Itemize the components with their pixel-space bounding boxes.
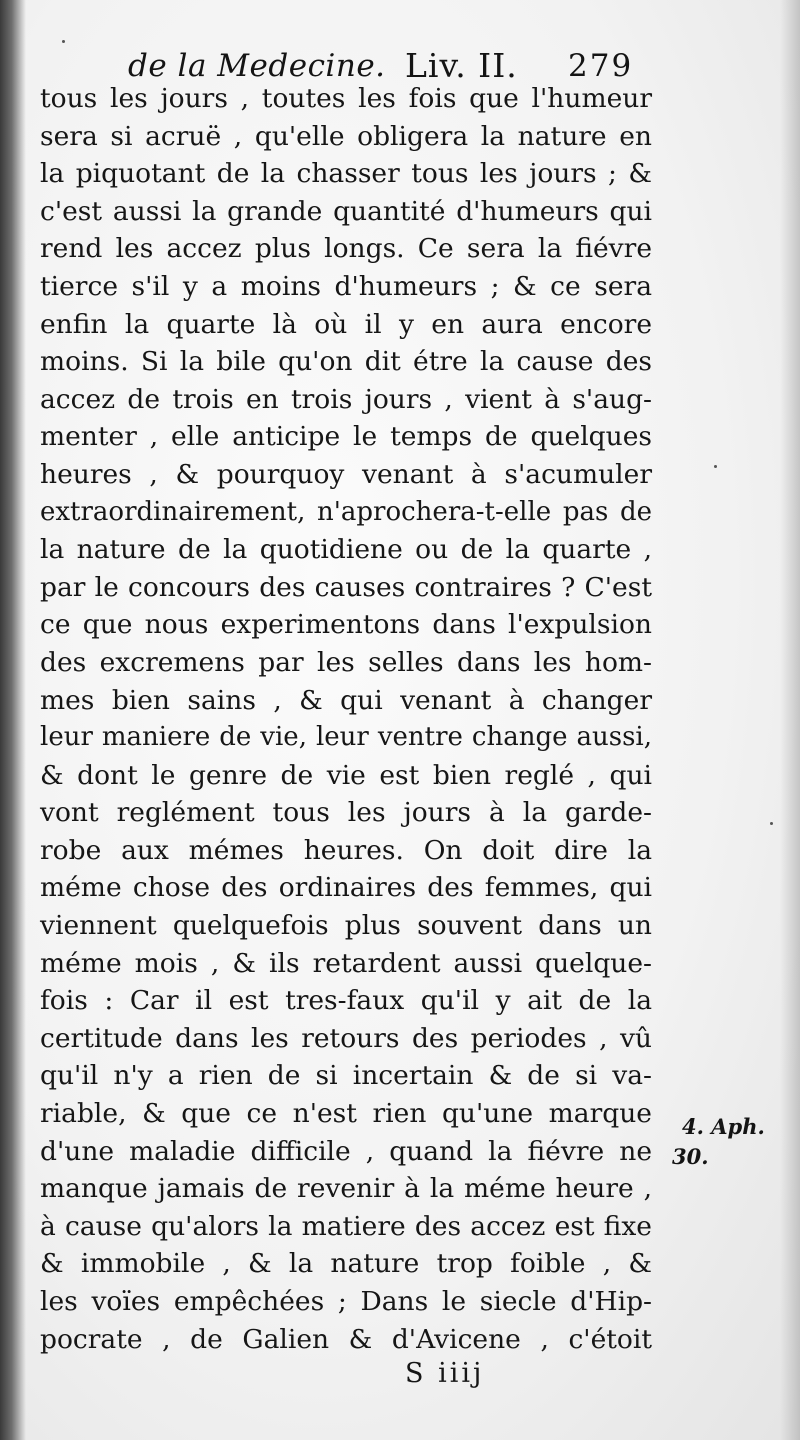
text-line: accez de trois en trois jours , vient à s'aug- — [40, 383, 652, 415]
text-line: & immobile , & la nature trop foible , & — [40, 1248, 652, 1280]
text-line: sera si acruë , qu'elle obligera la nature en — [40, 120, 652, 152]
margin-note-number: 30. — [672, 1144, 709, 1169]
text-line: tous les jours , toutes les fois que l'humeur — [40, 83, 652, 114]
text-line: enfin la quarte là où il y en aura encore — [40, 308, 652, 340]
text-line: méme mois , & ils retardent aussi quelque- — [40, 947, 652, 979]
text-line: à cause qu'alors la matiere des accez est fixe — [40, 1210, 652, 1242]
text-line: leur maniere de vie, leur ventre change aussi, — [40, 722, 652, 753]
text-line: la nature de la quotidiene ou de la quarte , — [40, 534, 652, 566]
ink-speck — [770, 822, 773, 825]
text-line: heures , & pourquoy venant à s'acumuler — [40, 458, 652, 490]
text-line: riable, & que ce n'est rien qu'une marque — [40, 1098, 652, 1130]
text-line: moins. Si la bile qu'on dit étre la cause des — [40, 346, 652, 378]
text-line: mes bien sains , & qui venant à changer — [40, 684, 652, 716]
running-head-title: de la Medecine. — [128, 48, 386, 84]
page-edge-shadow — [780, 0, 800, 1440]
text-line: ce que nous experimentons dans l'expulsion — [40, 609, 652, 641]
text-line: certitude dans les retours des periodes , vû — [40, 1022, 652, 1054]
running-head-book: Liv. II. — [405, 46, 518, 85]
text-line: robe aux mémes heures. On doit dire la — [40, 834, 652, 866]
text-line: menter , elle anticipe le temps de quelques — [40, 421, 652, 453]
margin-note — [672, 1112, 782, 1172]
text-line: vont reglément tous les jours à la garde- — [40, 797, 652, 829]
text-line: manque jamais de revenir à la méme heure , — [40, 1173, 652, 1205]
body-text — [40, 80, 652, 1358]
text-line: d'une maladie difficile , quand la fiévre ne — [40, 1135, 652, 1167]
text-line: rend les accez plus longs. Ce sera la fiévre — [40, 233, 652, 265]
ink-speck — [62, 40, 65, 43]
text-line: pocrate , de Galien & d'Avicene , c'étoit — [40, 1323, 652, 1355]
text-line: fois : Car il est tres-faux qu'il y ait de la — [40, 985, 652, 1017]
text-line: des excremens par les selles dans les hom- — [40, 646, 652, 678]
text-line: viennent quelquefois plus souvent dans un — [40, 910, 652, 942]
text-line: c'est aussi la grande quantité d'humeurs qui — [40, 195, 652, 227]
text-line: les voïes empêchées ; Dans le siecle d'Hip- — [40, 1286, 652, 1317]
text-line: extraordinairement, n'aprochera-t-elle pas de — [40, 496, 652, 527]
margin-note-reference: 4. Aph. — [682, 1114, 765, 1139]
text-line: & dont le genre de vie est bien reglé , qui — [40, 759, 652, 791]
signature-mark: S iiij — [405, 1358, 485, 1389]
ink-speck — [714, 465, 717, 468]
text-line: la piquotant de la chasser tous les jours ; & — [40, 158, 652, 190]
text-line: tierce s'il y a moins d'humeurs ; & ce sera — [40, 270, 652, 302]
text-line: par le concours des causes contraires ? C'est — [40, 571, 652, 603]
gutter-shadow — [0, 0, 26, 1440]
page-number: 279 — [568, 48, 634, 84]
text-line: qu'il n'y a rien de si incertain & de si va- — [40, 1060, 652, 1092]
text-line: méme chose des ordinaires des femmes, qui — [40, 872, 652, 904]
